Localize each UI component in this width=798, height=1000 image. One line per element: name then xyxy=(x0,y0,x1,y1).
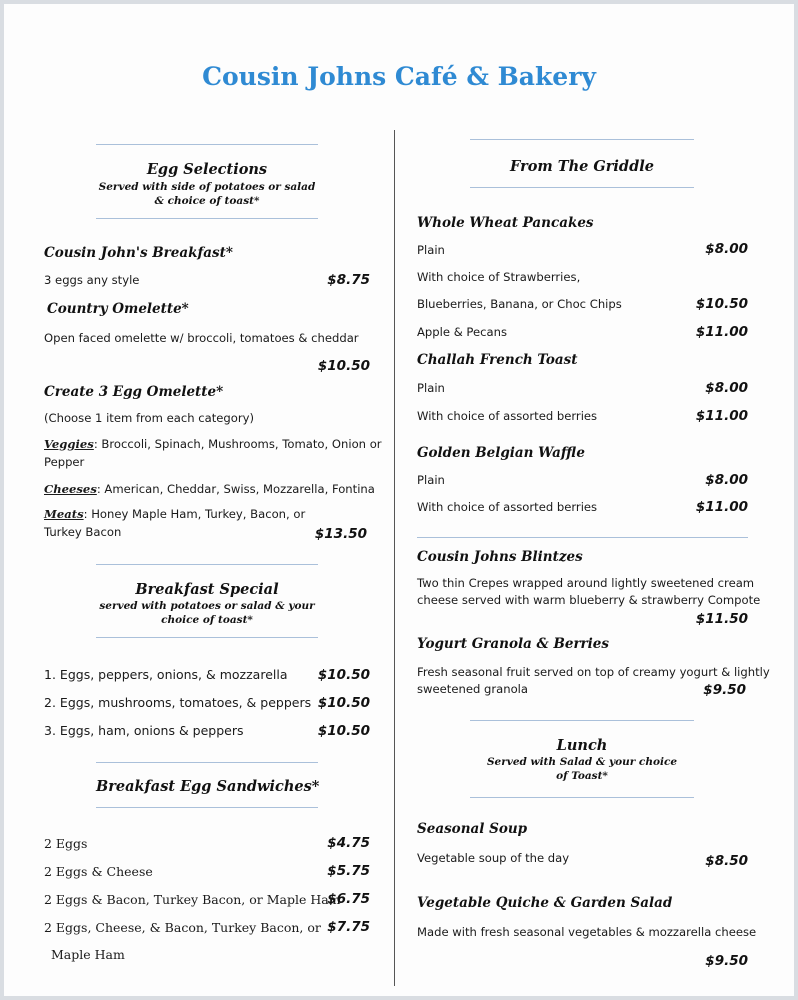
section-heading-egg-selections: Egg Selections xyxy=(146,161,268,178)
item-price: $8.50 xyxy=(705,853,748,869)
item-price: $11.00 xyxy=(695,499,748,515)
item-name-blintzes: Cousin Johns Blintzes xyxy=(417,549,583,565)
meats-options: : Honey Maple Ham, Turkey, Bacon, or Turkey Bacon xyxy=(44,507,306,539)
special-item-text: Eggs, mushrooms, tomatoes, & peppers xyxy=(59,695,312,710)
omelette-cheeses-line xyxy=(44,482,375,496)
special-item-text: Eggs, ham, onions & peppers xyxy=(59,723,244,738)
divider-rule xyxy=(470,720,694,721)
item-name-country-omelette: Country Omelette* xyxy=(47,301,189,317)
omelette-veggies-line xyxy=(44,435,382,471)
section-subheading-breakfast-special: served with potatoes or salad & your choice of toast* xyxy=(99,600,315,626)
item-price: $4.75 xyxy=(327,835,370,851)
section-subheading-lunch: Served with Salad & your choice of Toast* xyxy=(486,756,678,782)
cheeses-label: Cheeses xyxy=(44,482,97,496)
item-desc: Made with fresh seasonal vegetables & mozzarella cheese xyxy=(417,925,757,939)
item-name-french-toast: Challah French Toast xyxy=(417,352,578,368)
page-title: Cousin Johns Café & Bakery xyxy=(202,62,596,91)
sandwich-item: 2 Eggs & Cheese xyxy=(44,864,153,879)
sandwich-item: 2 Eggs, Cheese, & Bacon, Turkey Bacon, or xyxy=(44,920,321,935)
divider-rule xyxy=(470,187,694,188)
meats-label: Meats xyxy=(44,507,84,521)
special-item-3 xyxy=(44,723,244,738)
item-desc: Fresh seasonal fruit served on top of creamy yogurt & lightly xyxy=(417,665,770,679)
divider-rule xyxy=(96,807,318,808)
item-desc: 3 eggs any style xyxy=(44,273,140,287)
item-name-yogurt: Yogurt Granola & Berries xyxy=(417,636,609,652)
item-price: $11.50 xyxy=(695,611,748,627)
item-price: $10.50 xyxy=(695,296,748,312)
sandwich-item: 2 Eggs xyxy=(44,836,88,851)
item-name-waffle: Golden Belgian Waffle xyxy=(417,445,585,461)
divider-rule xyxy=(96,637,318,638)
omelette-meats-line xyxy=(44,505,344,541)
item-name-quiche: Vegetable Quiche & Garden Salad xyxy=(417,895,673,911)
item-name-create-omelette: Create 3 Egg Omelette* xyxy=(44,384,224,400)
menu-page xyxy=(4,4,794,996)
item-price: $11.00 xyxy=(695,324,748,340)
item-desc: cheese served with warm blueberry & strawberry Compote xyxy=(417,593,761,607)
section-subheading-egg-selections: Served with side of potatoes or salad & choice of toast* xyxy=(98,181,316,207)
section-heading-lunch: Lunch xyxy=(556,737,608,754)
sandwich-item-continuation: Maple Ham xyxy=(51,947,125,962)
item-desc: Open faced omelette w/ broccoli, tomatoes & cheddar xyxy=(44,331,359,345)
item-price: $10.50 xyxy=(317,667,370,683)
item-price: $13.50 xyxy=(314,526,367,542)
item-price: $7.75 xyxy=(327,919,370,935)
item-price: $8.00 xyxy=(705,241,748,257)
item-desc: Vegetable soup of the day xyxy=(417,851,570,865)
item-desc: Blueberries, Banana, or Choc Chips xyxy=(417,297,622,311)
veggies-options: : Broccoli, Spinach, Mushrooms, Tomato, Onion or Pepper xyxy=(44,437,382,469)
veggies-label: Veggies xyxy=(44,437,94,451)
item-desc: With choice of assorted berries xyxy=(417,500,598,514)
item-price: $5.75 xyxy=(327,863,370,879)
column-divider xyxy=(394,130,395,986)
cheeses-options: : American, Cheddar, Swiss, Mozzarella, Fontina xyxy=(96,482,375,496)
item-desc: (Choose 1 item from each category) xyxy=(44,411,255,425)
item-desc: Plain xyxy=(417,473,445,487)
special-item-1 xyxy=(44,667,288,682)
special-item-number: 1. xyxy=(44,667,56,682)
item-name-soup: Seasonal Soup xyxy=(417,821,528,837)
item-desc: With choice of Strawberries, xyxy=(417,270,581,284)
item-price: $10.50 xyxy=(317,358,370,374)
section-heading-egg-sandwiches: Breakfast Egg Sandwiches* xyxy=(96,778,320,795)
divider-rule xyxy=(96,564,318,565)
item-desc: Two thin Crepes wrapped around lightly sweetened cream xyxy=(417,576,755,590)
special-item-number: 2. xyxy=(44,695,56,710)
item-price: $6.75 xyxy=(327,891,370,907)
divider-rule xyxy=(96,218,318,219)
divider-rule xyxy=(470,797,694,798)
item-price: $9.50 xyxy=(703,682,746,698)
item-price: $8.00 xyxy=(705,380,748,396)
item-price: $10.50 xyxy=(317,695,370,711)
divider-rule xyxy=(96,144,318,145)
item-name-pancakes: Whole Wheat Pancakes xyxy=(417,215,594,231)
item-price: $8.00 xyxy=(705,472,748,488)
item-desc: sweetened granola xyxy=(417,682,528,696)
item-price: $8.75 xyxy=(327,272,370,288)
item-desc: Apple & Pecans xyxy=(417,325,507,339)
item-price: $11.00 xyxy=(695,408,748,424)
special-item-number: 3. xyxy=(44,723,56,738)
divider-rule xyxy=(470,139,694,140)
divider-rule xyxy=(417,537,748,538)
item-price: $10.50 xyxy=(317,723,370,739)
item-desc: Plain xyxy=(417,243,445,257)
section-heading-griddle: From The Griddle xyxy=(510,158,654,175)
item-name-cousin-johns-breakfast: Cousin John's Breakfast* xyxy=(44,245,233,261)
special-item-text: Eggs, peppers, onions, & mozzarella xyxy=(59,667,288,682)
item-price: $9.50 xyxy=(705,953,748,969)
item-desc: With choice of assorted berries xyxy=(417,409,598,423)
divider-rule xyxy=(96,762,318,763)
special-item-2 xyxy=(44,695,311,710)
sandwich-item: 2 Eggs & Bacon, Turkey Bacon, or Maple Ham xyxy=(44,892,341,907)
item-desc: Plain xyxy=(417,381,445,395)
section-heading-breakfast-special: Breakfast Special xyxy=(135,581,279,598)
